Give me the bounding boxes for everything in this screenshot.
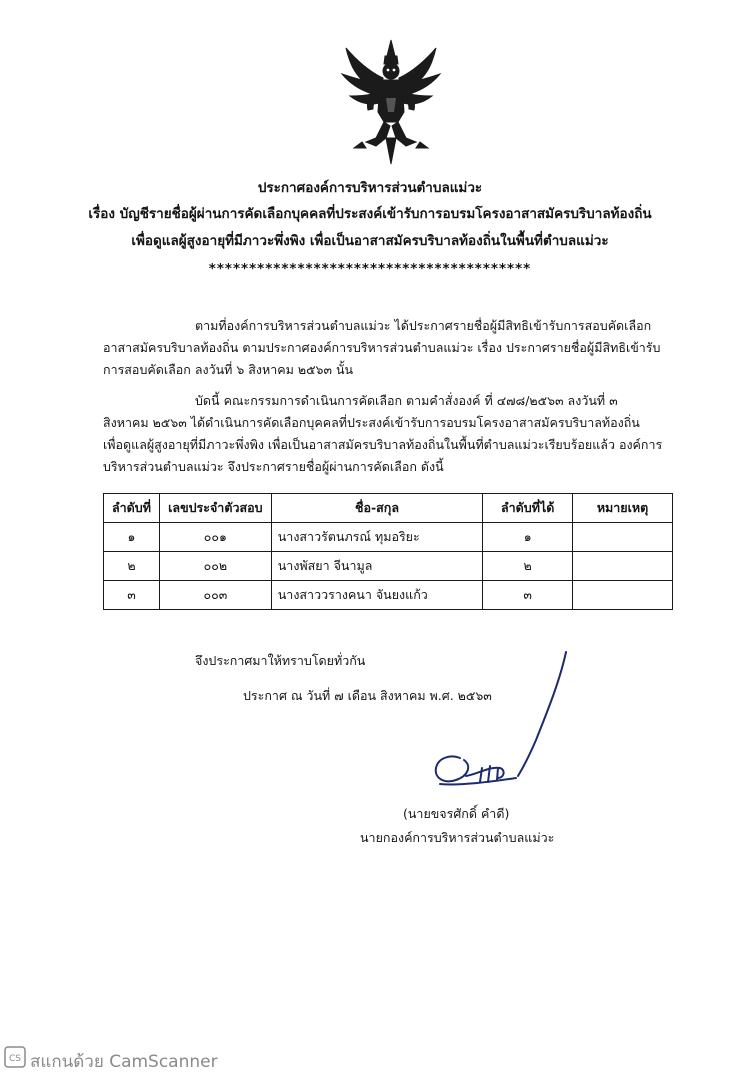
subject-line-2: เพื่อดูแลผู้สูงอายุที่มีภาวะพึ่งพิง เพื่อเป็นอาสาสมัครบริบาลท้องถิ่นในพื้นที่ตำบลแม่วะ: [131, 233, 609, 249]
cell-order: ๓: [104, 581, 160, 610]
cell-order: ๑: [104, 523, 160, 552]
cell-order: ๒: [104, 552, 160, 581]
header-full-name: ชื่อ-สกุล: [271, 494, 483, 523]
table-header-row: [104, 494, 673, 523]
handwritten-signature: [420, 650, 580, 800]
camscanner-logo-icon: [4, 1046, 26, 1068]
paragraph-1-line-1: ตามที่องค์การบริหารส่วนตำบลแม่วะ ได้ประกาศรายชื่อผู้มีสิทธิเข้ารับการสอบคัดเลือก: [195, 318, 652, 333]
announcement-date: ประกาศ ณ วันที่ ๗ เดือน สิงหาคม พ.ศ. ๒๕๖๓: [243, 688, 492, 703]
header-remark: หมายเหตุ: [573, 494, 673, 523]
organization-title: ประกาศองค์การบริหารส่วนตำบลแม่วะ: [257, 180, 483, 196]
cell-remark: [573, 523, 673, 552]
paragraph-2-line-4: บริหารส่วนตำบลแม่วะ จึงประกาศรายชื่อผู้ผ่านการคัดเลือก ดังนี้: [103, 459, 444, 474]
paragraph-2-line-3: เพื่อดูแลผู้สูงอายุที่มีภาวะพึ่งพิง เพื่อเป็นอาสาสมัครบริบาลท้องถิ่นในพื้นที่ตำบลแม่วะเรียบร้อยแล้ว องค์การ: [103, 437, 663, 452]
cell-rank: ๑: [483, 523, 573, 552]
cell-full-name: นางพัสยา จีนามูล: [271, 552, 483, 581]
paragraph-1-line-2: อาสาสมัครบริบาลท้องถิ่น ตามประกาศองค์การบริหารส่วนตำบลแม่วะ เรื่อง ประกาศรายชื่อผู้มีสิทธิเข้ารับ: [103, 340, 661, 355]
paragraph-1-line-3: การสอบคัดเลือก ลงวันที่ ๖ สิงหาคม ๒๕๖๓ นั้น: [103, 362, 354, 377]
cell-full-name: นางสาวรัตนภรณ์ ทุมอริยะ: [271, 523, 483, 552]
cell-rank: ๒: [483, 552, 573, 581]
header-exam-id: เลขประจำตัวสอบ: [159, 494, 271, 523]
table-row: [104, 552, 673, 581]
garuda-emblem-icon: [340, 38, 442, 166]
cell-full-name: นางสาววรางคนา จันยงแก้ว: [271, 581, 483, 610]
signer-name: (นายขจรศักดิ์ คำดี): [403, 806, 510, 821]
subject-line-1: เรื่อง บัญชีรายชื่อผู้ผ่านการคัดเลือกบุคคลที่ประสงค์เข้ารับการอบรมโครงอาสาสมัครบริบาลท้องถิ่น: [88, 206, 652, 222]
table-row: [104, 581, 673, 610]
cell-rank: ๓: [483, 581, 573, 610]
header-rank: ลำดับที่ได้: [483, 494, 573, 523]
cell-exam-id: ๐๐๒: [159, 552, 271, 581]
cell-remark: [573, 581, 673, 610]
closing-announcement: จึงประกาศมาให้ทราบโดยทั่วกัน: [195, 653, 366, 668]
cell-remark: [573, 552, 673, 581]
paragraph-2-line-2: สิงหาคม ๒๕๖๓ ได้ดำเนินการคัดเลือกบุคคลที่ประสงค์เข้ารับการอบรมโครงอาสาสมัครบริบาลท้องถิ่น: [103, 415, 640, 430]
paragraph-2-line-1: บัดนี้ คณะกรรมการดำเนินการคัดเลือก ตามคำสั่งองค์ ที่ ๔๗๘/๒๕๖๓ ลงวันที่ ๓: [195, 393, 618, 408]
header-order: ลำดับที่: [104, 494, 160, 523]
separator-stars: ****************************************: [208, 261, 532, 277]
cell-exam-id: ๐๐๓: [159, 581, 271, 610]
signer-position: นายกองค์การบริหารส่วนตำบลแม่วะ: [360, 830, 555, 845]
table-row: [104, 523, 673, 552]
camscanner-logo-text: CS: [9, 1054, 21, 1064]
cell-exam-id: ๐๐๑: [159, 523, 271, 552]
scanner-watermark: สแกนด้วย CamScanner: [30, 1052, 218, 1072]
results-table: [103, 493, 673, 610]
